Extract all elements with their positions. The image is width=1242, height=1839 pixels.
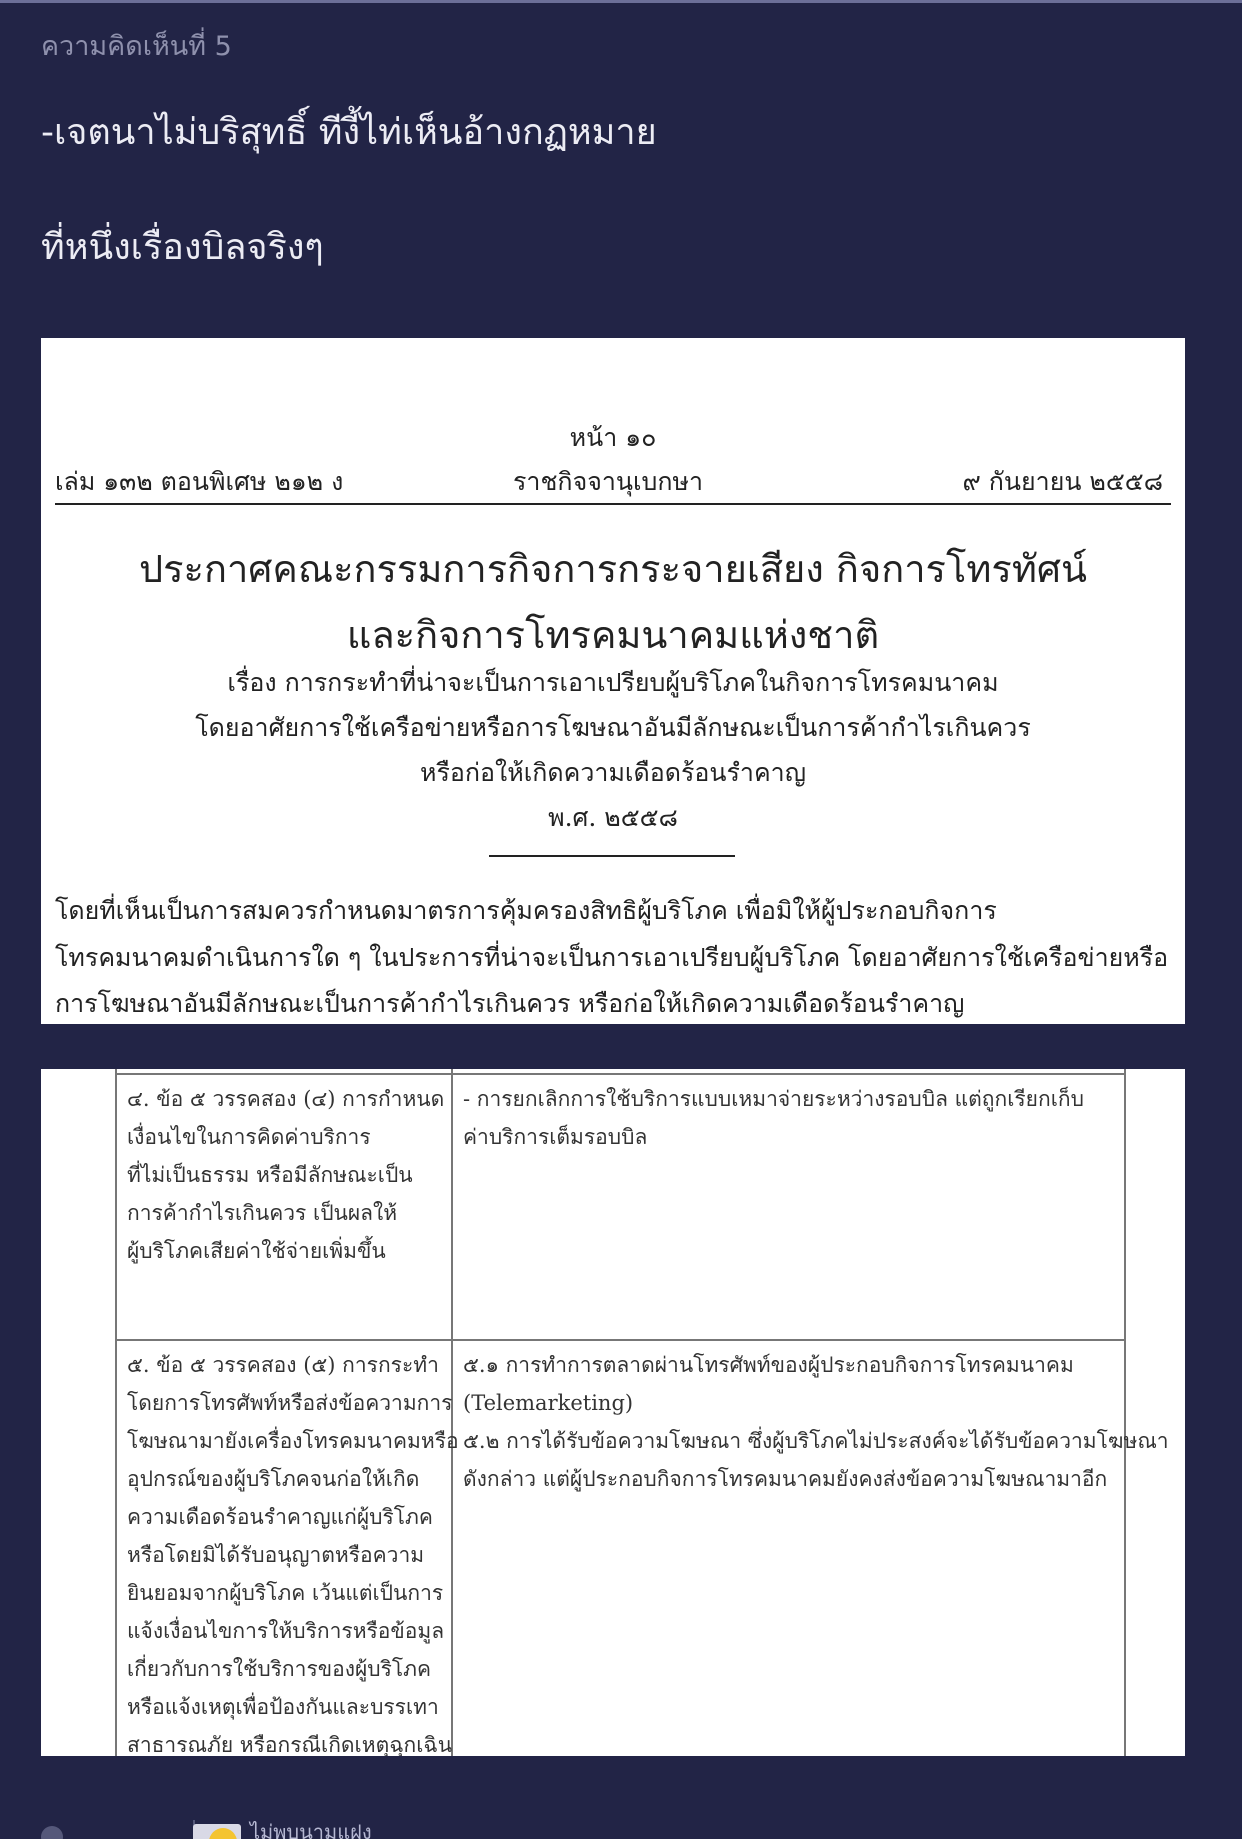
attached-image-gazette[interactable] [41, 338, 1185, 1024]
gazette-header-rule [55, 503, 1171, 505]
vote-icon[interactable] [41, 1826, 63, 1839]
announcement-title-2: และกิจการโทรคมนาคมแห่งชาติ [346, 613, 880, 657]
table-row-5-criteria: ๕. ข้อ ๕ วรรคสอง (๕) การกระทำ โดยการโทรศัพท์หรือส่งข้อความการ โฆษณามายังเครื่องโทรคมนาคมหรือ อุปกรณ์ของผู้บริโภคจนก่อให้เกิด ความเดือดร้อนรำคาญแก่ผู้บริโภค หรือโดยมิได้รับอนุญาตหรือความ ยินยอมจากผู้บริโภค เว้นแต่เป็นการ แจ้งเงื่อนไขการให้บริการหรือข้อมูล เกี่ยวกับการใช้บริการของผู้บริโภค หรือแจ้งเหตุเพื่อป้องกันและบรรเทา สาธารณภัย หรือกรณีเกิดเหตุฉุกเฉิน [127, 1353, 459, 1756]
gazette-name: ราชกิจจานุเบกษา [513, 467, 704, 496]
comment-number: ความคิดเห็นที่ 5 [41, 31, 232, 62]
announcement-subject-3: หรือก่อให้เกิดความเดือดร้อนรำคาญ [419, 758, 807, 787]
comment-text-line-1: -เจตนาไม่บริสุทธิ์ ทีงี้ไท่เห็นอ้างกฏหมาย [41, 112, 657, 153]
table-row-4-criteria: ๔. ข้อ ๕ วรรคสอง (๔) การกำหนด เงื่อนไขในการคิดค่าบริการ ที่ไม่เป็นธรรม หรือมีลักษณะเป็น การค้ากำไรเกินควร เป็นผลให้ ผู้บริโภคเสียค่าใช้จ่ายเพิ่มขึ้น [127, 1087, 445, 1263]
gazette-date: ๙ กันยายน ๒๕๕๘ [962, 467, 1163, 496]
announcement-para-line-3: การโฆษณาอันมีลักษณะเป็นการค้ากำไรเกินควร หรือก่อให้เกิดความเดือดร้อนรำคาญ [55, 989, 965, 1018]
table-left-border [115, 1069, 117, 1756]
announcement-title-1: ประกาศคณะกรรมการกิจการกระจายเสียง กิจการโทรทัศน์ [139, 547, 1087, 591]
comment-footer [41, 1820, 641, 1839]
top-divider [0, 0, 1242, 3]
table-row-5-examples: ๕.๑ การทำการตลาดผ่านโทรศัพท์ของผู้ประกอบกิจการโทรคมนาคม (Telemarketing) ๕.๒ การได้รับข้อความโฆษณา ซึ่งผู้บริโภคไม่ประสงค์จะได้รับข้อความโฆษณา ดังกล่าว แต่ผู้ประกอบกิจการโทรคมนาคมยังคงส่งข้อความโฆษณามาอีก [463, 1353, 1169, 1491]
gazette-page-number: หน้า ๑๐ [569, 423, 657, 452]
username[interactable]: ไม่พบนามแฝง [250, 1820, 372, 1839]
announcement-para-line-2: โทรคมนาคมดำเนินการใด ๆ ในประการที่น่าจะเป็นการเอาเปรียบผู้บริโภค โดยอาศัยการใช้เครือข่ายหรือ [55, 943, 1169, 972]
announcement-rule [489, 855, 735, 857]
table-top-border [115, 1073, 1126, 1075]
comment-text-line-2: ที่หนึ่งเรื่องบิลจริงๆ [41, 227, 324, 268]
table-row-4-examples: - การยกเลิกการใช้บริการแบบเหมาจ่ายระหว่างรอบบิล แต่ถูกเรียกเก็บ ค่าบริการเต็มรอบบิล [463, 1087, 1084, 1149]
announcement-subject-2: โดยอาศัยการใช้เครือข่ายหรือการโฆษณาอันมีลักษณะเป็นการค้ากำไรเกินควร [195, 713, 1031, 742]
announcement-subject-1: เรื่อง การกระทำที่น่าจะเป็นการเอาเปรียบผู้บริโภคในกิจการโทรคมนาคม [227, 668, 999, 697]
gazette-volume: เล่ม ๑๓๒ ตอนพิเศษ ๒๑๒ ง [55, 467, 344, 496]
announcement-para-line-1: โดยที่เห็นเป็นการสมควรกำหนดมาตรการคุ้มครองสิทธิผู้บริโภค เพื่อมิให้ผู้ประกอบกิจการ [55, 896, 997, 925]
attached-image-table[interactable] [41, 1069, 1185, 1756]
announcement-year: พ.ศ. ๒๕๕๘ [548, 803, 678, 832]
table-row-divider [115, 1339, 1126, 1341]
